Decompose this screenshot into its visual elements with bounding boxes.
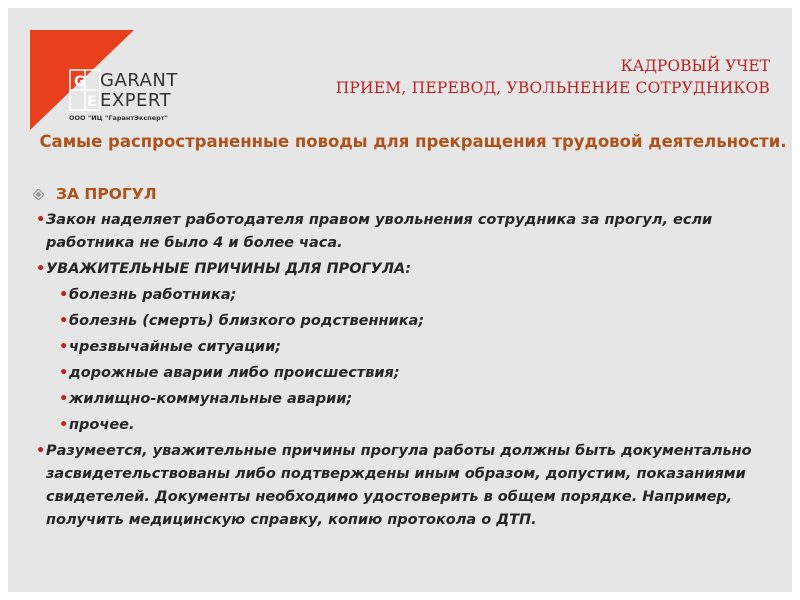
- slide-header: [336, 55, 770, 99]
- bullet-icon: •: [59, 365, 69, 381]
- company-logo: [30, 30, 178, 132]
- list-item-text: УВАЖИТЕЛЬНЫЕ ПРИЧИНЫ ДЛЯ ПРОГУЛА:: [46, 261, 412, 277]
- header-line-1: КАДРОВЫЙ УЧЕТ: [620, 57, 770, 75]
- sub-list-item-text: чрезвычайные ситуации;: [69, 339, 282, 355]
- sub-list-item: [24, 414, 784, 437]
- list-item: [24, 440, 784, 532]
- list-item: [24, 209, 784, 255]
- diamond-bullet-icon: [33, 189, 44, 200]
- list-item: [24, 258, 784, 281]
- list-item-text: Разумеется, уважительные причины прогула работы должны быть документально засвидетельствованы либо подтверждены иным образом, допустим, показаниями свидетелей. Документы необходимо удостоверить в общем порядке. Например, получить медицинскую справку, копию протокола о ДТП.: [46, 443, 752, 528]
- bullet-icon: •: [59, 287, 69, 303]
- bullet-icon: •: [36, 212, 46, 228]
- sub-list-item-text: жилищно-коммунальные аварии;: [69, 391, 353, 407]
- sub-list-item-text: болезнь работника;: [69, 287, 237, 303]
- slide-body: [24, 185, 784, 535]
- bullet-icon: •: [59, 391, 69, 407]
- bullet-icon: •: [59, 339, 69, 355]
- bullet-icon: •: [36, 443, 46, 459]
- logo-caption: ООО "ИЦ "ГарантЭксперт": [69, 114, 168, 122]
- section-heading-text: ЗА ПРОГУЛ: [56, 185, 157, 203]
- sub-list-item: [24, 284, 784, 307]
- section-heading: [24, 185, 784, 203]
- logo-letter-g: G: [74, 74, 86, 90]
- slide: [8, 8, 792, 592]
- sub-list-item: [24, 336, 784, 359]
- list-item-text: Закон наделяет работодателя правом увольнения сотрудника за прогул, если работника не было 4 и более часа.: [46, 212, 713, 251]
- bullet-icon: •: [59, 417, 69, 433]
- logo-letter-e: E: [87, 94, 97, 110]
- sub-list-item: [24, 362, 784, 385]
- sub-list-item: [24, 388, 784, 411]
- bullet-icon: •: [59, 313, 69, 329]
- logo-word-garant: GARANT: [100, 70, 178, 91]
- sub-list-item: [24, 310, 784, 333]
- header-line-2: ПРИЕМ, ПЕРЕВОД, УВОЛЬНЕНИЕ СОТРУДНИКОВ: [335, 79, 770, 97]
- logo-word-expert: EXPERT: [100, 90, 172, 111]
- bullet-icon: •: [36, 261, 46, 277]
- sub-list-item-text: прочее.: [69, 417, 135, 433]
- slide-subtitle: Самые распространенные поводы для прекращения трудовой деятельности.: [39, 132, 787, 151]
- sub-list-item-text: дорожные аварии либо происшествия;: [69, 365, 400, 381]
- sub-list-item-text: болезнь (смерть) близкого родственника;: [69, 313, 425, 329]
